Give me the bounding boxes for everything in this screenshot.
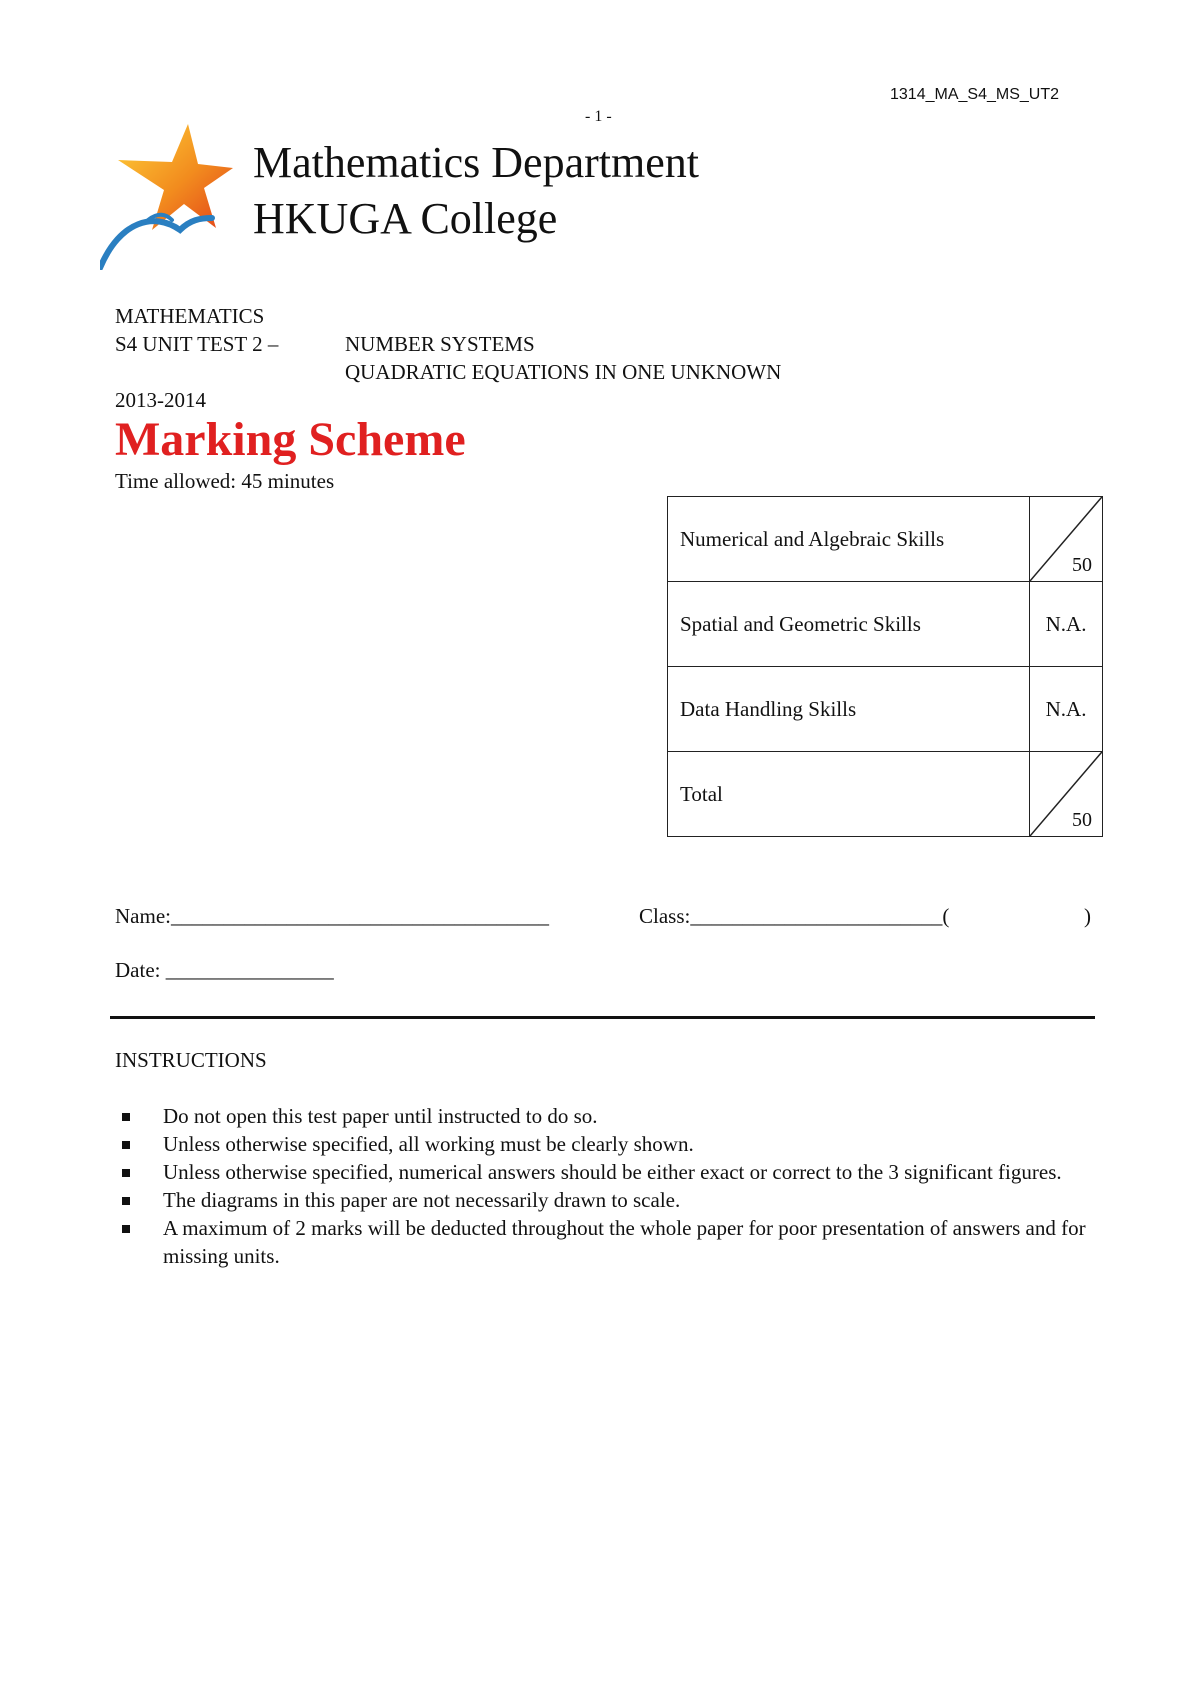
total-max-score: 50 (1072, 809, 1092, 831)
list-item (115, 1130, 1095, 1158)
skill-score-cell (1030, 752, 1103, 837)
skill-label: Numerical and Algebraic Skills (668, 497, 1030, 582)
skills-score-table (667, 496, 1103, 837)
list-item (115, 1158, 1095, 1186)
subject-label: MATHEMATICS (115, 304, 265, 328)
school-logo-star-icon (100, 120, 235, 270)
skill-label: Total (668, 752, 1030, 837)
page-number: - 1 - (585, 108, 612, 125)
skill-label: Spatial and Geometric Skills (668, 582, 1030, 667)
department-name: Mathematics Department (253, 138, 699, 187)
department-header (253, 135, 699, 247)
name-field[interactable]: Name:____________________________________ (115, 904, 549, 928)
instruction-text: Unless otherwise specified, numerical answers should be either exact or correct to the 3 significant figures. (163, 1160, 1062, 1184)
table-row (668, 752, 1103, 837)
class-field[interactable]: Class:________________________( (639, 904, 950, 928)
topic-number-systems: NUMBER SYSTEMS (345, 332, 535, 356)
skill-label: Data Handling Skills (668, 667, 1030, 752)
school-name: HKUGA College (253, 194, 558, 243)
instruction-text: A maximum of 2 marks will be deducted throughout the whole paper for poor presentation of answers and for missing units. (163, 1216, 1086, 1268)
list-item (115, 1102, 1095, 1130)
section-divider (110, 1016, 1095, 1019)
skill-max-score: 50 (1072, 554, 1092, 576)
date-field[interactable]: Date: ________________ (115, 958, 334, 982)
table-row (668, 582, 1103, 667)
academic-year: 2013-2014 (115, 388, 206, 412)
instruction-text: Do not open this test paper until instructed to do so. (163, 1104, 598, 1128)
test-label: S4 UNIT TEST 2 – (115, 332, 279, 356)
bullet-square-icon (122, 1225, 130, 1233)
bullet-square-icon (122, 1141, 130, 1149)
marking-scheme-title: Marking Scheme (115, 413, 466, 466)
bullet-square-icon (122, 1197, 130, 1205)
table-row (668, 667, 1103, 752)
topic-quadratic-equations: QUADRATIC EQUATIONS IN ONE UNKNOWN (345, 360, 782, 384)
class-number-close: ) (1084, 904, 1091, 928)
instruction-text: The diagrams in this paper are not necessarily drawn to scale. (163, 1188, 681, 1212)
time-allowed: Time allowed: 45 minutes (115, 469, 335, 493)
skill-score-cell (1030, 497, 1103, 582)
list-item (115, 1214, 1095, 1270)
bullet-square-icon (122, 1169, 130, 1177)
instruction-text: Unless otherwise specified, all working must be clearly shown. (163, 1132, 694, 1156)
instructions-list (115, 1102, 1095, 1270)
list-item (115, 1186, 1095, 1214)
instructions-title: INSTRUCTIONS (115, 1048, 267, 1072)
bullet-square-icon (122, 1113, 130, 1121)
skill-score-cell: N.A. (1030, 667, 1103, 752)
table-row (668, 497, 1103, 582)
document-code: 1314_MA_S4_MS_UT2 (890, 86, 1059, 103)
skill-score-cell: N.A. (1030, 582, 1103, 667)
